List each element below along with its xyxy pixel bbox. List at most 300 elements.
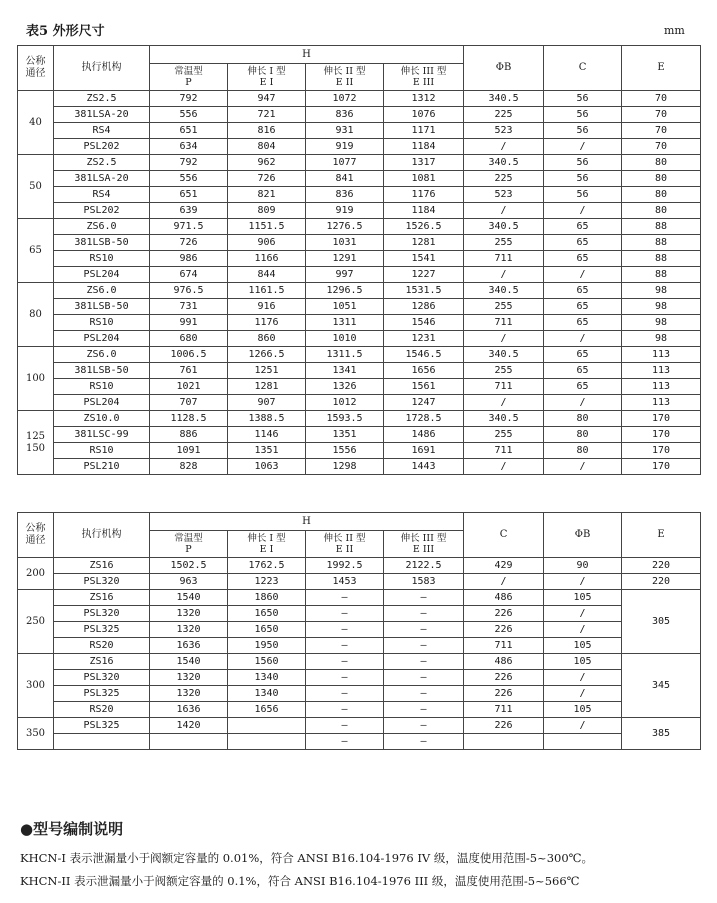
value-cell: / <box>544 203 622 219</box>
dimension-table-2 <box>17 512 701 750</box>
value-cell: 340.5 <box>464 347 544 363</box>
value-cell: 523 <box>464 123 544 139</box>
value-cell <box>228 734 306 750</box>
value-cell: 1021 <box>150 379 228 395</box>
value-cell: 726 <box>150 235 228 251</box>
value-cell: — <box>384 718 464 734</box>
value-cell: 1291 <box>306 251 384 267</box>
value-cell: 1320 <box>150 670 228 686</box>
value-cell: 105 <box>544 654 622 670</box>
header-col-7: ΦB <box>464 46 544 91</box>
table-row <box>18 670 701 686</box>
value-cell <box>228 718 306 734</box>
value-cell: / <box>544 267 622 283</box>
actuator-cell: PSL320 <box>54 606 150 622</box>
table-row <box>18 443 701 459</box>
actuator-cell: PSL325 <box>54 622 150 638</box>
value-cell: 113 <box>622 379 701 395</box>
value-cell: 113 <box>622 395 701 411</box>
header-h-subcol: 常温型 P <box>150 64 228 91</box>
nominal-size-cell: 250 <box>18 590 54 654</box>
header-h-subcol: 伸长 I 型 E I <box>228 64 306 91</box>
value-cell: — <box>384 654 464 670</box>
actuator-cell: 381LSB-50 <box>54 299 150 315</box>
header-col-7: C <box>464 513 544 558</box>
value-cell: 1266.5 <box>228 347 306 363</box>
value-cell: 1311 <box>306 315 384 331</box>
value-cell: 486 <box>464 590 544 606</box>
value-cell: 90 <box>544 558 622 574</box>
value-cell: 1176 <box>384 187 464 203</box>
value-cell: 80 <box>544 411 622 427</box>
actuator-cell: RS20 <box>54 702 150 718</box>
table-row <box>18 606 701 622</box>
value-cell: 220 <box>622 574 701 590</box>
value-cell: 886 <box>150 427 228 443</box>
value-cell: 523 <box>464 187 544 203</box>
value-cell: — <box>306 686 384 702</box>
value-cell: 1540 <box>150 590 228 606</box>
actuator-cell: ZS16 <box>54 654 150 670</box>
value-cell: / <box>464 395 544 411</box>
value-cell: 761 <box>150 363 228 379</box>
note-line: KHCN-II 表示泄漏量小于阀额定容量的 0.1%，符合 ANSI B16.104-1976 III 级，温度使用范围-5~566℃ <box>20 874 580 888</box>
actuator-cell: ZS6.0 <box>54 283 150 299</box>
table-caption: 表5 外形尺寸 <box>26 24 105 39</box>
table1-body <box>18 91 701 475</box>
value-cell: 1010 <box>306 331 384 347</box>
actuator-cell: 381LSA-20 <box>54 171 150 187</box>
value-cell: 1950 <box>228 638 306 654</box>
value-cell: 220 <box>622 558 701 574</box>
value-cell: 1560 <box>228 654 306 670</box>
nominal-size-cell: 50 <box>18 155 54 219</box>
value-cell: 711 <box>464 315 544 331</box>
value-cell: 1320 <box>150 622 228 638</box>
value-cell: 828 <box>150 459 228 475</box>
value-cell: 1171 <box>384 123 464 139</box>
value-cell: 674 <box>150 267 228 283</box>
value-cell: — <box>384 622 464 638</box>
value-cell: 1762.5 <box>228 558 306 574</box>
value-cell: 65 <box>544 347 622 363</box>
value-cell: 1860 <box>228 590 306 606</box>
value-cell: 1636 <box>150 638 228 654</box>
header-nominal-size: 公称 通径 <box>18 46 54 91</box>
value-cell: 711 <box>464 251 544 267</box>
table-row <box>18 459 701 475</box>
value-cell: 1276.5 <box>306 219 384 235</box>
actuator-cell: PSL202 <box>54 203 150 219</box>
table-row <box>18 331 701 347</box>
header-h: H <box>150 513 464 531</box>
header-row <box>18 46 701 64</box>
value-cell: — <box>306 654 384 670</box>
value-cell <box>464 734 544 750</box>
actuator-cell: RS20 <box>54 638 150 654</box>
actuator-cell: ZS6.0 <box>54 347 150 363</box>
value-cell: — <box>384 734 464 750</box>
actuator-cell: ZS2.5 <box>54 155 150 171</box>
value-cell: 1326 <box>306 379 384 395</box>
value-cell: 65 <box>544 315 622 331</box>
actuator-cell: ZS2.5 <box>54 91 150 107</box>
actuator-cell: RS10 <box>54 379 150 395</box>
value-cell: 711 <box>464 702 544 718</box>
value-cell: 1063 <box>228 459 306 475</box>
actuator-cell: RS10 <box>54 443 150 459</box>
value-cell: 1546.5 <box>384 347 464 363</box>
value-cell: / <box>464 331 544 347</box>
table-row <box>18 718 701 734</box>
value-cell: 1561 <box>384 379 464 395</box>
value-cell: 1583 <box>384 574 464 590</box>
table-row <box>18 171 701 187</box>
value-cell: — <box>384 670 464 686</box>
value-cell: 1227 <box>384 267 464 283</box>
table-row <box>18 123 701 139</box>
value-cell: 1184 <box>384 203 464 219</box>
value-cell: 1128.5 <box>150 411 228 427</box>
value-cell: 1320 <box>150 606 228 622</box>
value-cell: 1531.5 <box>384 283 464 299</box>
value-cell: 997 <box>306 267 384 283</box>
e-value-cell: 345 <box>622 654 701 718</box>
value-cell: 1341 <box>306 363 384 379</box>
value-cell: 841 <box>306 171 384 187</box>
actuator-cell: PSL325 <box>54 718 150 734</box>
value-cell: 1636 <box>150 702 228 718</box>
actuator-cell: PSL204 <box>54 395 150 411</box>
value-cell: 2122.5 <box>384 558 464 574</box>
value-cell: / <box>544 574 622 590</box>
value-cell: 340.5 <box>464 91 544 107</box>
table2-header <box>18 513 701 558</box>
header-col-8: ΦB <box>544 513 622 558</box>
value-cell: 1031 <box>306 235 384 251</box>
value-cell: — <box>306 590 384 606</box>
value-cell: 340.5 <box>464 219 544 235</box>
table-row <box>18 395 701 411</box>
actuator-cell: PSL210 <box>54 459 150 475</box>
table-row <box>18 219 701 235</box>
nominal-size-cell: 125 150 <box>18 411 54 475</box>
e-value-cell: 385 <box>622 718 701 750</box>
value-cell: 1161.5 <box>228 283 306 299</box>
value-cell: 1076 <box>384 107 464 123</box>
value-cell: 931 <box>306 123 384 139</box>
value-cell: 711 <box>464 638 544 654</box>
value-cell: 340.5 <box>464 411 544 427</box>
table-row <box>18 686 701 702</box>
value-cell: / <box>464 267 544 283</box>
table-row <box>18 187 701 203</box>
value-cell: 226 <box>464 606 544 622</box>
value-cell: / <box>544 331 622 347</box>
header-actuator: 执行机构 <box>54 513 150 558</box>
value-cell: 962 <box>228 155 306 171</box>
actuator-cell: ZS16 <box>54 590 150 606</box>
actuator-cell: 381LSA-20 <box>54 107 150 123</box>
actuator-cell: PSL204 <box>54 331 150 347</box>
value-cell: / <box>544 622 622 638</box>
header-col-8: C <box>544 46 622 91</box>
value-cell: 971.5 <box>150 219 228 235</box>
note-line: KHCN-I 表示泄漏量小于阀额定容量的 0.01%，符合 ANSI B16.104-1976 IV 级，温度使用范围-5~300℃。 <box>20 851 594 865</box>
value-cell <box>544 734 622 750</box>
value-cell: 105 <box>544 702 622 718</box>
table-row <box>18 107 701 123</box>
value-cell: — <box>306 734 384 750</box>
value-cell: 98 <box>622 315 701 331</box>
value-cell: 1728.5 <box>384 411 464 427</box>
value-cell: — <box>306 670 384 686</box>
value-cell: 65 <box>544 363 622 379</box>
value-cell: 792 <box>150 91 228 107</box>
value-cell: — <box>306 638 384 654</box>
value-cell: / <box>544 139 622 155</box>
value-cell: 1311.5 <box>306 347 384 363</box>
value-cell: 836 <box>306 107 384 123</box>
header-nominal-size: 公称 通径 <box>18 513 54 558</box>
value-cell: 1340 <box>228 686 306 702</box>
value-cell: 639 <box>150 203 228 219</box>
value-cell: 88 <box>622 267 701 283</box>
value-cell: / <box>544 718 622 734</box>
actuator-cell: PSL320 <box>54 670 150 686</box>
value-cell: 986 <box>150 251 228 267</box>
value-cell: — <box>384 606 464 622</box>
value-cell: 1176 <box>228 315 306 331</box>
value-cell: 976.5 <box>150 283 228 299</box>
value-cell: 225 <box>464 107 544 123</box>
table2-body <box>18 558 701 750</box>
value-cell: 836 <box>306 187 384 203</box>
value-cell: 1281 <box>384 235 464 251</box>
value-cell: / <box>544 670 622 686</box>
value-cell: 65 <box>544 235 622 251</box>
value-cell: 1556 <box>306 443 384 459</box>
value-cell: 860 <box>228 331 306 347</box>
table-row <box>18 411 701 427</box>
value-cell: 1317 <box>384 155 464 171</box>
value-cell: 1453 <box>306 574 384 590</box>
value-cell: 1231 <box>384 331 464 347</box>
table-row <box>18 590 701 606</box>
table-row <box>18 638 701 654</box>
value-cell: 255 <box>464 299 544 315</box>
value-cell: 225 <box>464 171 544 187</box>
value-cell: 98 <box>622 331 701 347</box>
value-cell: 809 <box>228 203 306 219</box>
value-cell: 80 <box>622 187 701 203</box>
value-cell: 105 <box>544 638 622 654</box>
value-cell: 1656 <box>228 702 306 718</box>
value-cell: 907 <box>228 395 306 411</box>
value-cell: — <box>384 638 464 654</box>
actuator-cell: ZS6.0 <box>54 219 150 235</box>
value-cell: 1151.5 <box>228 219 306 235</box>
dimension-table-1 <box>17 45 701 475</box>
value-cell: 1388.5 <box>228 411 306 427</box>
value-cell: 651 <box>150 123 228 139</box>
value-cell: 1541 <box>384 251 464 267</box>
header-h-subcol: 伸长 I 型 E I <box>228 531 306 558</box>
table-row <box>18 558 701 574</box>
value-cell: 1546 <box>384 315 464 331</box>
value-cell: 821 <box>228 187 306 203</box>
value-cell: 98 <box>622 283 701 299</box>
value-cell: 963 <box>150 574 228 590</box>
value-cell: 1286 <box>384 299 464 315</box>
value-cell <box>150 734 228 750</box>
value-cell: 1502.5 <box>150 558 228 574</box>
value-cell: 1443 <box>384 459 464 475</box>
value-cell: 1184 <box>384 139 464 155</box>
actuator-cell: RS10 <box>54 315 150 331</box>
value-cell: 80 <box>622 171 701 187</box>
value-cell: 1223 <box>228 574 306 590</box>
value-cell: — <box>384 590 464 606</box>
value-cell: 170 <box>622 443 701 459</box>
value-cell: 1691 <box>384 443 464 459</box>
value-cell: 707 <box>150 395 228 411</box>
value-cell: 919 <box>306 203 384 219</box>
table-row <box>18 702 701 718</box>
header-h-subcol: 伸长 II 型 E II <box>306 64 384 91</box>
value-cell: / <box>464 574 544 590</box>
actuator-cell: RS4 <box>54 123 150 139</box>
value-cell: 1296.5 <box>306 283 384 299</box>
value-cell: 80 <box>544 427 622 443</box>
table-row <box>18 283 701 299</box>
e-value-cell: 305 <box>622 590 701 654</box>
section-heading: ●型号编制说明 <box>20 820 124 838</box>
value-cell: 65 <box>544 251 622 267</box>
value-cell: / <box>464 203 544 219</box>
table-row <box>18 235 701 251</box>
value-cell: 1320 <box>150 686 228 702</box>
value-cell: 255 <box>464 363 544 379</box>
value-cell: 1072 <box>306 91 384 107</box>
value-cell: — <box>306 606 384 622</box>
value-cell: 255 <box>464 427 544 443</box>
table-row <box>18 299 701 315</box>
value-cell: 226 <box>464 670 544 686</box>
table-row <box>18 654 701 670</box>
value-cell: 726 <box>228 171 306 187</box>
value-cell: 1540 <box>150 654 228 670</box>
value-cell: 844 <box>228 267 306 283</box>
value-cell: 1351 <box>306 427 384 443</box>
value-cell: — <box>306 702 384 718</box>
table-row <box>18 574 701 590</box>
value-cell: / <box>464 139 544 155</box>
value-cell: 1526.5 <box>384 219 464 235</box>
table-row <box>18 734 701 750</box>
actuator-cell: ZS10.0 <box>54 411 150 427</box>
table-row <box>18 427 701 443</box>
value-cell: — <box>306 718 384 734</box>
value-cell: 56 <box>544 91 622 107</box>
table-row <box>18 379 701 395</box>
value-cell: 1006.5 <box>150 347 228 363</box>
value-cell: 486 <box>464 654 544 670</box>
value-cell: 634 <box>150 139 228 155</box>
value-cell: 170 <box>622 459 701 475</box>
value-cell: 1340 <box>228 670 306 686</box>
value-cell: 56 <box>544 187 622 203</box>
value-cell: 1251 <box>228 363 306 379</box>
value-cell: 80 <box>622 155 701 171</box>
nominal-size-cell: 350 <box>18 718 54 750</box>
value-cell: 556 <box>150 107 228 123</box>
value-cell: 1992.5 <box>306 558 384 574</box>
value-cell: 1312 <box>384 91 464 107</box>
value-cell: 70 <box>622 123 701 139</box>
value-cell: / <box>544 686 622 702</box>
header-col-9: E <box>622 513 701 558</box>
value-cell: 56 <box>544 171 622 187</box>
value-cell: 731 <box>150 299 228 315</box>
value-cell: 429 <box>464 558 544 574</box>
header-h: H <box>150 46 464 64</box>
value-cell: 680 <box>150 331 228 347</box>
actuator-cell: 381LSB-50 <box>54 235 150 251</box>
value-cell: 1656 <box>384 363 464 379</box>
value-cell: 816 <box>228 123 306 139</box>
value-cell: 1012 <box>306 395 384 411</box>
value-cell: 651 <box>150 187 228 203</box>
table1-header <box>18 46 701 91</box>
value-cell: 1091 <box>150 443 228 459</box>
value-cell: 340.5 <box>464 283 544 299</box>
header-actuator: 执行机构 <box>54 46 150 91</box>
value-cell: / <box>544 459 622 475</box>
actuator-cell: ZS16 <box>54 558 150 574</box>
value-cell: 80 <box>622 203 701 219</box>
actuator-cell: PSL204 <box>54 267 150 283</box>
value-cell: 1081 <box>384 171 464 187</box>
value-cell: 916 <box>228 299 306 315</box>
value-cell: 255 <box>464 235 544 251</box>
value-cell: 1247 <box>384 395 464 411</box>
table-row <box>18 315 701 331</box>
table-row <box>18 363 701 379</box>
value-cell: 1281 <box>228 379 306 395</box>
value-cell: 80 <box>544 443 622 459</box>
header-h-subcol: 伸长 III 型 E III <box>384 531 464 558</box>
value-cell: / <box>544 395 622 411</box>
value-cell: 711 <box>464 443 544 459</box>
value-cell: 1593.5 <box>306 411 384 427</box>
nominal-size-cell: 300 <box>18 654 54 718</box>
value-cell: — <box>306 622 384 638</box>
actuator-cell: PSL320 <box>54 574 150 590</box>
value-cell: 1051 <box>306 299 384 315</box>
header-h-subcol: 伸长 III 型 E III <box>384 64 464 91</box>
header-row <box>18 513 701 531</box>
value-cell: 1166 <box>228 251 306 267</box>
nominal-size-cell: 80 <box>18 283 54 347</box>
table-row <box>18 347 701 363</box>
value-cell: 170 <box>622 427 701 443</box>
header-h-subcol: 常温型 P <box>150 531 228 558</box>
value-cell: / <box>464 459 544 475</box>
value-cell: 340.5 <box>464 155 544 171</box>
value-cell: 1650 <box>228 606 306 622</box>
value-cell: 226 <box>464 686 544 702</box>
